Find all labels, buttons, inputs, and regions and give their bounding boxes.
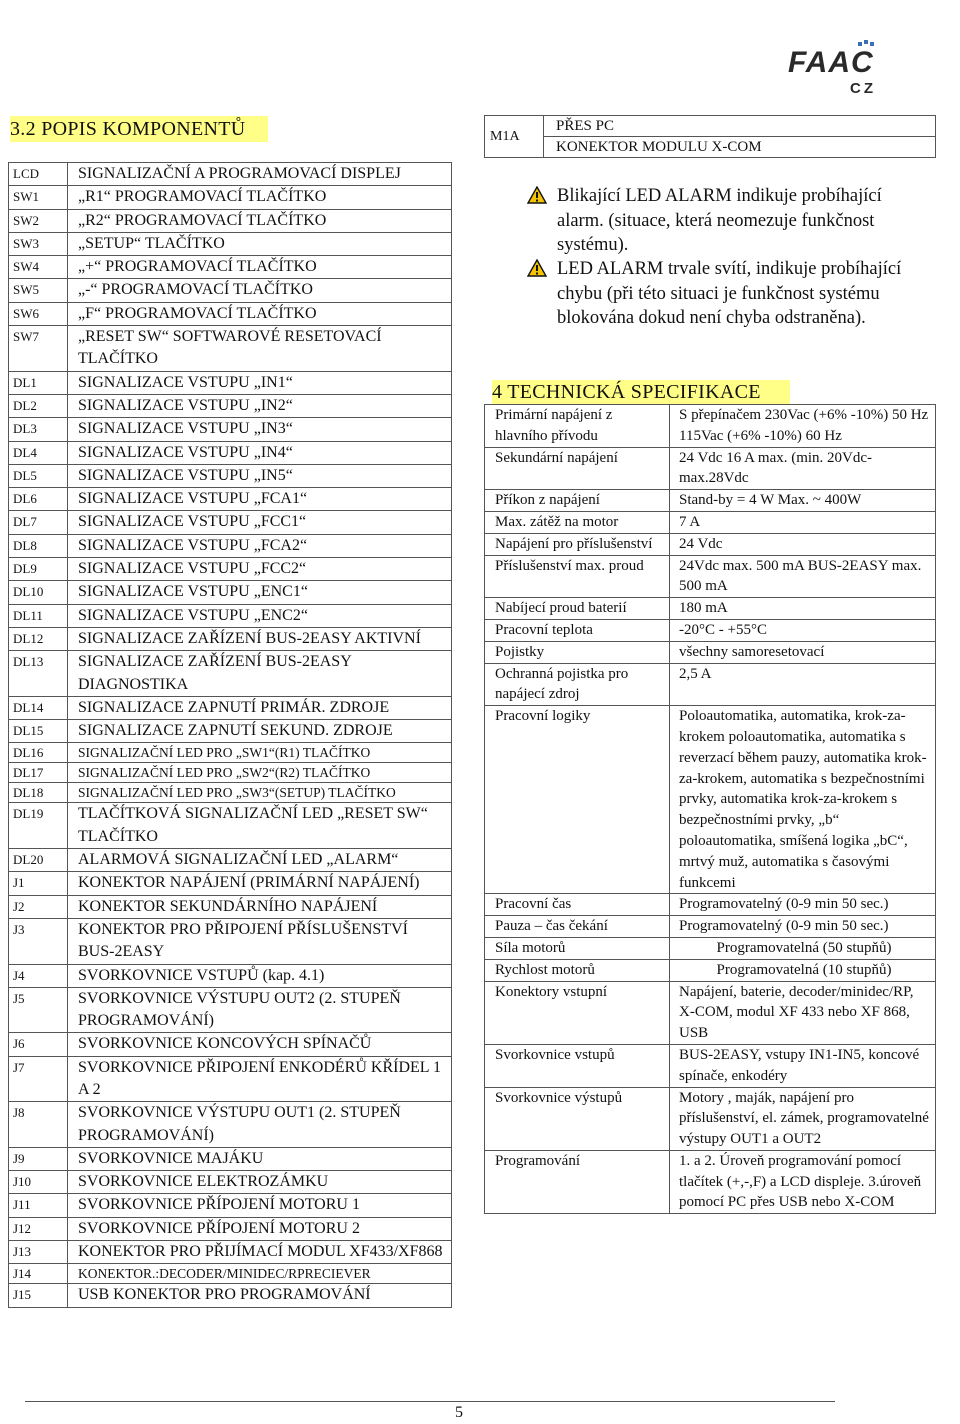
table-row [485,1044,936,1087]
component-description: SIGNALIZACE VSTUPU „IN1“ [68,371,452,394]
alarm-note-blinking [527,184,927,258]
table-row [485,981,936,1044]
component-description: SVORKOVNICE KONCOVÝCH SPÍNAČŮ [68,1033,452,1056]
components-table-body [9,163,452,1308]
table-row [9,326,452,372]
spec-label: Programování [485,1150,670,1213]
component-description: „F“ PROGRAMOVACÍ TLAČÍTKO [68,302,452,325]
component-description: SIGNALIZAČNÍ LED PRO „SW2“(R2) TLAČÍTKO [68,763,452,783]
alarm-note-text: Blikající LED ALARM indikuje probíhající alarm. (situace, která neomezuje funkčnost systému). [557,186,882,255]
component-code: J4 [9,964,68,987]
component-description: SIGNALIZACE ZAŘÍZENÍ BUS-2EASY DIAGNOSTIKA [68,651,452,697]
component-description: SIGNALIZACE VSTUPU „FCC2“ [68,558,452,581]
component-description: SVORKOVNICE PŘÍPOJENÍ MOTORU 2 [68,1217,452,1240]
spec-label: Sekundární napájení [485,447,670,490]
component-description: SIGNALIZACE VSTUPU „IN3“ [68,418,452,441]
footer-divider [25,1401,835,1402]
table-row [485,619,936,641]
component-description: SVORKOVNICE VÝSTUPU OUT1 (2. STUPEŇ PROGRAMOVÁNÍ) [68,1102,452,1148]
component-description: SIGNALIZACE ZAPNUTÍ SEKUND. ZDROJE [68,720,452,743]
table-row [485,937,936,959]
warning-icon [527,259,547,277]
component-description: SVORKOVNICE PŘÍPOJENÍ MOTORU 1 [68,1194,452,1217]
component-code: DL8 [9,534,68,557]
table-row [9,627,452,650]
component-description: KONEKTOR PRO PŘIPOJENÍ PŘÍSLUŠENSTVÍ BUS-2EASY [68,918,452,964]
component-code: DL4 [9,441,68,464]
component-code: SW1 [9,186,68,209]
table-row [485,1150,936,1213]
spec-label: Pracovní teplota [485,619,670,641]
component-code: J5 [9,987,68,1033]
components-table [8,162,452,1308]
component-code: DL12 [9,627,68,650]
spec-table-body [485,405,936,1214]
spec-value: 24 Vdc [670,533,936,555]
component-description: „+“ PROGRAMOVACÍ TLAČÍTKO [68,256,452,279]
component-code: J11 [9,1194,68,1217]
section-title: 3.2 POPIS KOMPONENTŮ [10,116,268,142]
component-code: DL18 [9,783,68,803]
component-description: „R2“ PROGRAMOVACÍ TLAČÍTKO [68,209,452,232]
spec-label: Nabíjecí proud baterií [485,598,670,620]
table-row [9,1056,452,1102]
component-code: DL1 [9,371,68,394]
table-row [485,706,936,894]
table-row [9,511,452,534]
spec-label: Max. zátěž na motor [485,511,670,533]
component-description: SIGNALIZAČNÍ LED PRO „SW3“(SETUP) TLAČÍTKO [68,783,452,803]
component-description: KONEKTOR.:DECODER/MINIDEC/RPRECIEVER [68,1264,452,1284]
table-row [9,1171,452,1194]
component-code: DL15 [9,720,68,743]
table-row [9,743,452,763]
table-row [485,598,936,620]
spec-value: všechny samoresetovací [670,641,936,663]
m1a-code: M1A [485,116,544,158]
component-code: DL13 [9,651,68,697]
table-row [9,558,452,581]
spec-label: Primární napájení z hlavního přívodu [485,405,670,448]
component-code: DL2 [9,394,68,417]
component-code: SW2 [9,209,68,232]
component-code: DL16 [9,743,68,763]
table-row [9,371,452,394]
table-row [9,488,452,511]
table-row [9,302,452,325]
component-description: SIGNALIZACE ZAPNUTÍ PRIMÁR. ZDROJE [68,696,452,719]
component-code: SW5 [9,279,68,302]
component-code: DL7 [9,511,68,534]
table-row [485,894,936,916]
spec-label: Příslušenství max. proud [485,555,670,598]
table-row [9,581,452,604]
spec-label: Rychlost motorů [485,959,670,981]
spec-value: 24 Vdc 16 A max. (min. 20Vdc-max.28Vdc [670,447,936,490]
component-code: LCD [9,163,68,186]
component-description: SIGNALIZACE VSTUPU „ENC2“ [68,604,452,627]
table-row [9,696,452,719]
spec-value: -20°C - +55°C [670,619,936,641]
spec-label: Pracovní čas [485,894,670,916]
spec-label: Pauza – čas čekání [485,916,670,938]
table-row [9,783,452,803]
spec-label: Pracovní logiky [485,706,670,894]
table-row [485,959,936,981]
table-row [9,895,452,918]
m1a-line1: PŘES PC [544,116,936,137]
component-code: J14 [9,1264,68,1284]
component-description: SIGNALIZACE VSTUPU „IN2“ [68,394,452,417]
table-row [9,1102,452,1148]
spec-value: 24Vdc max. 500 mA BUS-2EASY max. 500 mA [670,555,936,598]
component-description: SVORKOVNICE MAJÁKU [68,1147,452,1170]
table-row [9,163,452,186]
spec-value: 7 A [670,511,936,533]
spec-value: Programovatelná (50 stupňů) [670,937,936,959]
table-row [485,116,936,137]
spec-label: Konektory vstupní [485,981,670,1044]
table-row [9,964,452,987]
spec-value: S přepínačem 230Vac (+6% -10%) 50 Hz 115Vac (+6% -10%) 60 Hz [670,405,936,448]
table-row [485,511,936,533]
component-code: J15 [9,1284,68,1307]
component-code: SW7 [9,326,68,372]
component-description: KONEKTOR SEKUNDÁRNÍHO NAPÁJENÍ [68,895,452,918]
alarm-note-steady [527,257,927,331]
spec-title: 4 TECHNICKÁ SPECIFIKACE [492,380,790,404]
component-description: SIGNALIZACE VSTUPU „FCC1“ [68,511,452,534]
component-description: USB KONEKTOR PRO PROGRAMOVÁNÍ [68,1284,452,1307]
component-description: „SETUP“ TLAČÍTKO [68,232,452,255]
table-row [9,1284,452,1307]
component-code: DL10 [9,581,68,604]
spec-value: Napájení, baterie, decoder/minidec/RP, X-COM, modul XF 433 nebo XF 868, USB [670,981,936,1044]
component-description: SIGNALIZACE VSTUPU „IN4“ [68,441,452,464]
spec-value: 180 mA [670,598,936,620]
m1a-table [484,115,936,158]
component-code: J8 [9,1102,68,1148]
table-row [9,1264,452,1284]
table-row [9,1147,452,1170]
component-code: DL9 [9,558,68,581]
component-description: TLAČÍTKOVÁ SIGNALIZAČNÍ LED „RESET SW“ TLAČÍTKO [68,803,452,849]
component-code: J3 [9,918,68,964]
component-description: SVORKOVNICE ELEKTROZÁMKU [68,1171,452,1194]
component-description: KONEKTOR PRO PŘIJÍMACÍ MODUL XF433/XF868 [68,1241,452,1264]
table-row [9,849,452,872]
component-description: „RESET SW“ SOFTWAROVÉ RESETOVACÍ TLAČÍTKO [68,326,452,372]
spec-label: Pojistky [485,641,670,663]
component-description: SIGNALIZAČNÍ A PROGRAMOVACÍ DISPLEJ [68,163,452,186]
component-code: J2 [9,895,68,918]
component-code: J7 [9,1056,68,1102]
table-row [9,232,452,255]
warning-icon [527,186,547,204]
component-code: DL3 [9,418,68,441]
component-code: J1 [9,872,68,895]
component-code: J12 [9,1217,68,1240]
component-code: J13 [9,1241,68,1264]
component-description: „R1“ PROGRAMOVACÍ TLAČÍTKO [68,186,452,209]
table-row [9,1194,452,1217]
component-code: SW6 [9,302,68,325]
spec-label: Síla motorů [485,937,670,959]
spec-label: Ochranná pojistka pro napájecí zdroj [485,663,670,706]
table-row [485,555,936,598]
table-row [485,137,936,158]
table-row [9,604,452,627]
alarm-note-text: LED ALARM trvale svítí, indikuje probíhající chybu (při této situaci je funkčnost systému blokována dokud není chyba odstraněna). [557,259,902,328]
component-code: DL11 [9,604,68,627]
component-description: KONEKTOR NAPÁJENÍ (PRIMÁRNÍ NAPÁJENÍ) [68,872,452,895]
component-code: DL20 [9,849,68,872]
component-code: DL5 [9,464,68,487]
table-row [9,1217,452,1240]
component-description: SVORKOVNICE VÝSTUPU OUT2 (2. STUPEŇ PROGRAMOVÁNÍ) [68,987,452,1033]
spec-value: 1. a 2. Úroveň programování pomocí tlačítek (+,-,F) a LCD displeje. 3.úroveň pomocí PC přes USB nebo X-COM [670,1150,936,1213]
spec-label: Svorkovnice výstupů [485,1087,670,1150]
spec-value: BUS-2EASY, vstupy IN1-IN5, koncové spínače, enkodéry [670,1044,936,1087]
table-row [9,803,452,849]
table-row [9,720,452,743]
component-code: J10 [9,1171,68,1194]
table-row [485,1087,936,1150]
table-row [9,987,452,1033]
component-description: „-“ PROGRAMOVACÍ TLAČÍTKO [68,279,452,302]
component-description: SIGNALIZAČNÍ LED PRO „SW1“(R1) TLAČÍTKO [68,743,452,763]
table-row [9,464,452,487]
faac-logo [788,40,900,104]
component-code: DL17 [9,763,68,783]
spec-value: Programovatelný (0-9 min 50 sec.) [670,894,936,916]
table-row [9,394,452,417]
page-number: 5 [455,1404,463,1421]
spec-value: Poloautomatika, automatika, krok-za-krokem poloautomatika, automatika s reverzací během pauzy, automatika krok-za-krokem, automatika s bezpečnostními prvky, automatika krok-za-krokem s bezpečnostními prvky, „b“ poloautomatika, smíšená logika „bC“, mrtvý muž, automatika s časovými funkcemi [670,706,936,894]
table-row [9,186,452,209]
component-code: SW4 [9,256,68,279]
component-description: SIGNALIZACE VSTUPU „ENC1“ [68,581,452,604]
component-description: SIGNALIZACE ZAŘÍZENÍ BUS-2EASY AKTIVNÍ [68,627,452,650]
spec-value: Programovatelná (10 stupňů) [670,959,936,981]
component-code: SW3 [9,232,68,255]
component-description: SIGNALIZACE VSTUPU „FCA2“ [68,534,452,557]
spec-value: Programovatelný (0-9 min 50 sec.) [670,916,936,938]
table-row [9,418,452,441]
table-row [9,209,452,232]
component-code: DL19 [9,803,68,849]
component-code: DL14 [9,696,68,719]
logo-text: FAAC [788,46,874,79]
spec-value: 2,5 A [670,663,936,706]
spec-value: Motory , maják, napájení pro příslušenství, el. zámek, programovatelné výstupy OUT1 a OUT2 [670,1087,936,1150]
table-row [9,1241,452,1264]
spec-table [484,404,936,1214]
table-row [9,918,452,964]
component-code: J9 [9,1147,68,1170]
logo-subtext: CZ [850,80,876,97]
table-row [485,641,936,663]
table-row [485,663,936,706]
component-code: DL6 [9,488,68,511]
component-description: SIGNALIZACE VSTUPU „IN5“ [68,464,452,487]
table-row [9,763,452,783]
m1a-line2: KONEKTOR MODULU X-COM [544,137,936,158]
table-row [9,1033,452,1056]
table-row [9,872,452,895]
spec-label: Příkon z napájení [485,490,670,512]
table-row [9,256,452,279]
table-row [9,534,452,557]
component-description: SVORKOVNICE PŘIPOJENÍ ENKODÉRŮ KŘÍDEL 1 A 2 [68,1056,452,1102]
table-row [9,651,452,697]
table-row [9,279,452,302]
table-row [9,441,452,464]
table-row [485,405,936,448]
table-row [485,490,936,512]
component-description: SIGNALIZACE VSTUPU „FCA1“ [68,488,452,511]
table-row [485,447,936,490]
table-row [485,916,936,938]
spec-label: Svorkovnice vstupů [485,1044,670,1087]
table-row [485,533,936,555]
component-description: SVORKOVNICE VSTUPŮ (kap. 4.1) [68,964,452,987]
component-code: J6 [9,1033,68,1056]
spec-label: Napájení pro příslušenství [485,533,670,555]
component-description: ALARMOVÁ SIGNALIZAČNÍ LED „ALARM“ [68,849,452,872]
spec-value: Stand-by = 4 W Max. ~ 400W [670,490,936,512]
